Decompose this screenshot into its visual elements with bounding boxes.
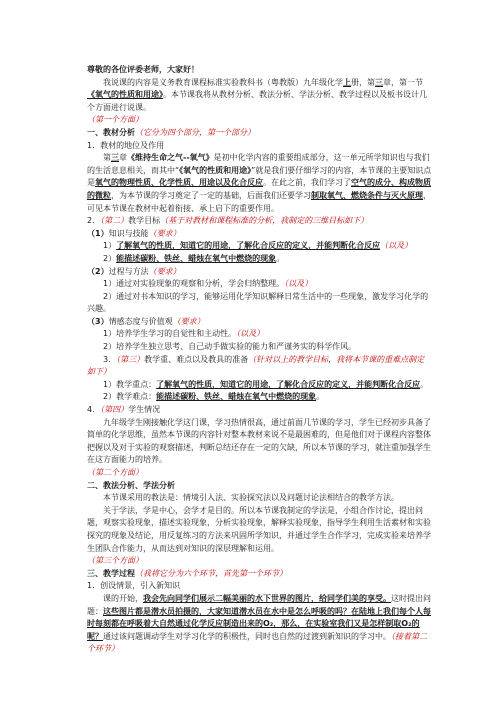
- para-text: 第: [103, 153, 111, 163]
- goal-knowledge-heading: [87, 228, 432, 241]
- learning-method-paragraph: 关于学法，学是中心，会学才是目的。所以本节课我制定的学法是，小组合作讨论，提出问题，观察实验现象，描述实验现象，分析实验现象，解释实验现象，指导学生利用生活素材和实验探究的现象及结论，用反复练习的方法来巩固所学知识，并通过学生合作学习，完成实验来培养学生团队合作能力，从而达到对知识的深层理解和运用。: [87, 505, 431, 553]
- intro-paragraph: [87, 77, 432, 115]
- teaching-method-paragraph: 本节课采用的教法是：情境引入法、实验探究法以及问题讨论法相结合的教学方法。: [103, 493, 399, 503]
- para-emphasis: 我会先向同学们展示二幅美丽的水下世界的图片，给同学们美的享受。: [143, 593, 391, 603]
- subsection-note: （针对以上的教学目标，我将本节课的重难点制定如下）: [87, 354, 425, 377]
- subsection-note: （第四）: [100, 405, 129, 415]
- goal-item: [87, 253, 432, 266]
- para-chapter: 三: [111, 153, 119, 163]
- goal-item-note: （以及）: [380, 241, 413, 251]
- intro-text: 我说课的内容是义务教育课程标准实验教科书（粤教版）九年级化学: [103, 77, 343, 87]
- subsection-note: （第三）: [116, 354, 145, 364]
- para-chapter-title: 《维持生命之气--氧气》: [127, 153, 214, 163]
- key-point-text: 了解氧气的性质，知道它的用途，了解化合反应的定义，并能判断化合反应: [156, 379, 421, 389]
- section-title: 三、教学过程: [87, 568, 135, 578]
- key-point-label: 教学难点：: [116, 392, 157, 402]
- goal-item-tail: 。: [276, 253, 285, 263]
- section-note: （它分为四个部分，第一个部分）: [135, 127, 255, 137]
- subsection-note: （基于对教材和课程标准的分析，我制定的三维目标如下）: [160, 216, 369, 226]
- subsection-3-1: 1．创设情景，引入新知识: [87, 581, 181, 591]
- subsection-label: 3．: [103, 354, 117, 364]
- goal-item-number: 1）: [103, 241, 117, 251]
- goal-item-number: 1）: [103, 279, 117, 289]
- section-3-heading: [87, 568, 432, 581]
- goal-item: [87, 291, 432, 316]
- para-text: ，可见本节课在教材中起着衔接、承上启下的重要作用。: [87, 190, 431, 213]
- section-title: 一、教材分析: [87, 127, 135, 137]
- intro-lesson-title: 《氧气的性质和用途》: [87, 90, 163, 100]
- subsection-1-1-paragraph: [87, 152, 432, 215]
- para-text: ，为本节课的学习奠定了一定的基础，后面我们还要学习: [111, 190, 311, 200]
- para-text: 课的开始，: [103, 593, 143, 603]
- goal-item-text: 了解氧气的性质，知道它的用途，了解化合反应的定义，并能判断化合反应: [116, 241, 381, 251]
- subsection-title: 学生情况: [128, 405, 161, 415]
- note-first-part: （第一个方面）: [87, 115, 143, 125]
- para-question: 这些图片都是潜水员拍摄的，大家知道潜水员在水中是怎么呼吸的吗？在陆地上我们每个人每时每刻都在呼吸着大自然通过化学反应制造出来的O₂，那么，在实验室我们又是怎样制取O₂的呢？: [87, 606, 431, 641]
- section-note: （我将它分为六个环节，首先第一个环节）: [135, 568, 287, 578]
- key-point-text: 能描述碳粉、铁丝、蜡烛在氧气中燃烧的现象: [156, 392, 317, 402]
- goal-item-note: （以及）: [284, 279, 313, 289]
- goal-item-text: 通过对书本知识的学习，能够运用化学知识解释日常生活中的一些现象，激发学习化学的兴趣。: [87, 291, 429, 314]
- subsection-1-4: [87, 404, 432, 417]
- para-text: 这时提出问题：: [87, 593, 431, 616]
- key-point-item: [87, 379, 432, 392]
- intro-text: 。本节课我将从教材分析、教法分析、学法分析、教学过程以及板书设计几个方面进行说课。: [87, 90, 427, 112]
- key-point-item: [87, 391, 432, 404]
- key-point-label: 教学重点：: [116, 379, 157, 389]
- intro-volume: 上: [343, 77, 351, 87]
- goal-item-note: （以及）: [236, 329, 265, 339]
- note-third-part: （第三个方面）: [87, 556, 143, 566]
- subsection-1-3: [87, 354, 432, 379]
- section-2-heading: 二、教法分析、学法分析: [87, 480, 175, 490]
- section-1-heading: [87, 127, 432, 140]
- goal-item: [87, 240, 432, 253]
- goal-label: （2）: [87, 266, 109, 276]
- scenario-paragraph: [87, 593, 432, 656]
- goal-title: 知识与技能: [108, 228, 149, 238]
- para-text: 。在此之前，我们学习了: [263, 178, 351, 188]
- intro-text: 章，第一节: [383, 77, 423, 87]
- para-text: ”就是我们要仔细学习的内容，本节课的主要知识点是: [87, 165, 432, 188]
- greeting: 尊敬的各位评委老师，大家好！: [87, 65, 199, 74]
- subsection-1-2: [87, 215, 432, 228]
- para-text: 章: [119, 153, 127, 163]
- document-page: [87, 64, 432, 656]
- goal-process-heading: [87, 266, 432, 279]
- goal-note: （要求）: [172, 316, 205, 326]
- para-key-points: 氧气的物理性质、化学性质、用途以及化合反应: [95, 178, 263, 188]
- para-lesson-title: 《氧气的性质和用途》: [179, 165, 252, 175]
- goal-item-text: 能描述碳粉、铁丝、蜡烛在氧气中燃烧的现象: [116, 253, 277, 263]
- key-point-number: 1）: [103, 379, 117, 389]
- student-situation-paragraph: 九年级学生刚接触化学这门课，学习热情很高，通过前面几节课的学习，学生已经初步具备了简单的化学思维，虽然本节课的内容针对整本教材来说不是最困难的，但是他们对于课程内容整体把握以及对于实验的观察描述，判断总结还存在一定的欠缺，所以本节课的学习，就注重加强学生在这方面能力的培养。: [87, 417, 431, 465]
- subsection-label: 4．: [87, 405, 101, 415]
- goal-note: （要求）: [148, 228, 181, 238]
- goal-item-text: 通过对实验现象的观察和分析，学会归纳整理。: [116, 279, 285, 289]
- subsection-title: 教学重、难点以及教具的准备: [144, 354, 249, 364]
- para-text: 是初中化学内容的重要组成部分，这一单元所学知识也与我们的生活息息相关，而其中“: [87, 153, 430, 175]
- goal-note: （要求）: [148, 266, 181, 276]
- key-point-number: 2）: [103, 392, 117, 402]
- subsection-1-1: 1．教材的地位及作用: [87, 140, 165, 150]
- goal-item: [87, 328, 432, 341]
- note-second-part: （第二个方面）: [87, 468, 143, 477]
- goal-attitude-heading: [87, 316, 432, 329]
- goal-item-number: 2）: [103, 253, 117, 263]
- goal-item-number: 1）: [103, 329, 117, 339]
- para-later-knowledge: 制取氧气、燃烧条件与灭火原理: [311, 190, 423, 200]
- goal-title: 过程与方法: [108, 266, 149, 276]
- para-text: 通过该问题调动学生对学习化学的积极性，同时也自然的过渡到新知识的学习中。: [103, 631, 391, 641]
- goal-item-text: 培养学生独立思考、自己动手做实验的能力和严谨务实的科学作风。: [116, 342, 357, 352]
- goal-title: 情感态度与价值观: [108, 316, 173, 326]
- goal-item-number: 2）: [103, 291, 117, 301]
- goal-item: [87, 341, 432, 354]
- goal-label: （1）: [87, 228, 109, 238]
- goal-item-text: 培养学生学习的自觉性和主动性。: [116, 329, 237, 339]
- subsection-title: 教学目标: [128, 216, 161, 226]
- para-prior-knowledge: 空气的成分、构成物质的微粒: [87, 178, 431, 200]
- intro-text: 册，第: [351, 77, 375, 87]
- subsection-label: 2．: [87, 216, 101, 226]
- goal-item: [87, 278, 432, 291]
- para-note: （接着第二个环节）: [87, 631, 427, 654]
- goal-label: （3）: [87, 316, 109, 326]
- subsection-note: （第二）: [100, 216, 129, 226]
- goal-item-number: 2）: [103, 342, 117, 352]
- key-point-tail: 。: [316, 392, 325, 402]
- intro-chapter: 三: [375, 77, 383, 87]
- key-point-tail: 。: [420, 379, 429, 389]
